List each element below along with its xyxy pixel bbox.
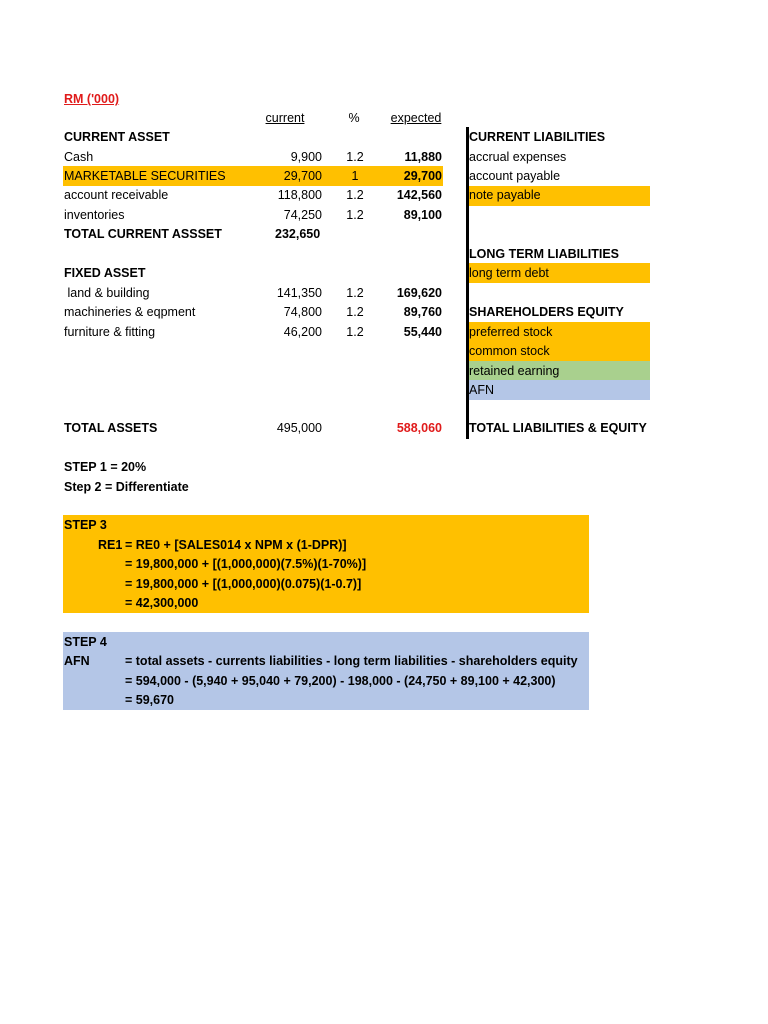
row-pct: 1.2 [346, 305, 364, 319]
row-current: 9,900 [290, 150, 322, 164]
row-expected: 169,620 [396, 286, 442, 300]
row-current: 29,700 [283, 169, 322, 183]
row-expected: 142,560 [396, 188, 442, 202]
col-pct-header: % [348, 111, 360, 125]
step3-title: STEP 3 [64, 518, 107, 532]
total-current-asset-value: 232,650 [275, 227, 321, 241]
row-expected: 11,880 [404, 150, 442, 164]
total-liabilities-equity-label: TOTAL LIABILITIES & EQUITY [469, 421, 647, 435]
row-expected: 29,700 [403, 169, 442, 183]
step4-line: = 59,670 [125, 693, 175, 707]
row-pct: 1.2 [346, 325, 364, 339]
row-current: 74,800 [283, 305, 322, 319]
total-assets-label: TOTAL ASSETS [64, 421, 158, 435]
unit-label: RM ('000) [64, 92, 120, 106]
row-current: 118,800 [277, 188, 322, 202]
equity-item: retained earning [469, 364, 560, 378]
equity-item: common stock [469, 344, 550, 358]
total-assets-expected: 588,060 [396, 421, 442, 435]
afn-highlight [467, 380, 650, 400]
col-current-header: current [265, 111, 305, 125]
row-current: 46,200 [283, 325, 322, 339]
step3-line: = 19,800,000 + [(1,000,000)(0.075)(1-0.7)] [125, 577, 362, 591]
shareholders-equity-heading: SHAREHOLDERS EQUITY [469, 305, 624, 319]
row-pct: 1 [351, 169, 359, 183]
step1-text: STEP 1 = 20% [64, 460, 147, 474]
liability-item: accrual expenses [469, 150, 567, 164]
row-expected: 89,760 [403, 305, 442, 319]
long-term-liabilities-heading: LONG TERM LIABILITIES [469, 247, 619, 261]
row-label: Cash [64, 150, 94, 164]
row-pct: 1.2 [346, 188, 364, 202]
row-pct: 1.2 [346, 150, 364, 164]
row-expected: 55,440 [403, 325, 442, 339]
fixed-asset-heading: FIXED ASSET [64, 266, 146, 280]
row-label: machineries & eqpment [64, 305, 196, 319]
total-current-asset-label: TOTAL CURRENT ASSSET [64, 227, 222, 241]
step3-var: RE1 [98, 538, 123, 552]
row-pct: 1.2 [346, 286, 364, 300]
step2-text: Step 2 = Differentiate [64, 480, 189, 494]
total-assets-current: 495,000 [276, 421, 322, 435]
step3-line: = 42,300,000 [125, 596, 199, 610]
col-expected-header: expected [390, 111, 442, 125]
row-current: 74,250 [283, 208, 322, 222]
step3-line: = 19,800,000 + [(1,000,000)(7.5%)(1-70%)] [125, 557, 367, 571]
row-expected: 89,100 [403, 208, 442, 222]
equity-item: AFN [469, 383, 494, 397]
step4-line: = 594,000 - (5,940 + 95,040 + 79,200) - 198,000 - (24,750 + 89,100 + 42,300) [125, 674, 556, 688]
current-liabilities-heading: CURRENT LIABILITIES [469, 130, 606, 144]
row-current: 141,350 [276, 286, 322, 300]
liability-item: long term debt [469, 266, 549, 280]
current-asset-heading: CURRENT ASSET [64, 130, 170, 144]
step4-title: STEP 4 [64, 635, 107, 649]
row-label: account receivable [64, 188, 169, 202]
row-label: land & building [64, 286, 150, 300]
row-label: furniture & fitting [64, 325, 156, 339]
row-pct: 1.2 [346, 208, 364, 222]
row-label: inventories [64, 208, 125, 222]
step4-var: AFN [64, 654, 90, 668]
equity-item: preferred stock [469, 325, 553, 339]
row-label: MARKETABLE SECURITIES [64, 169, 226, 183]
liability-item: account payable [469, 169, 561, 183]
step3-line: = RE0 + [SALES014 x NPM x (1-DPR)] [125, 538, 347, 552]
liability-item: note payable [469, 188, 541, 202]
step4-line: = total assets - currents liabilities - long term liabilities - shareholders equity [125, 654, 578, 668]
